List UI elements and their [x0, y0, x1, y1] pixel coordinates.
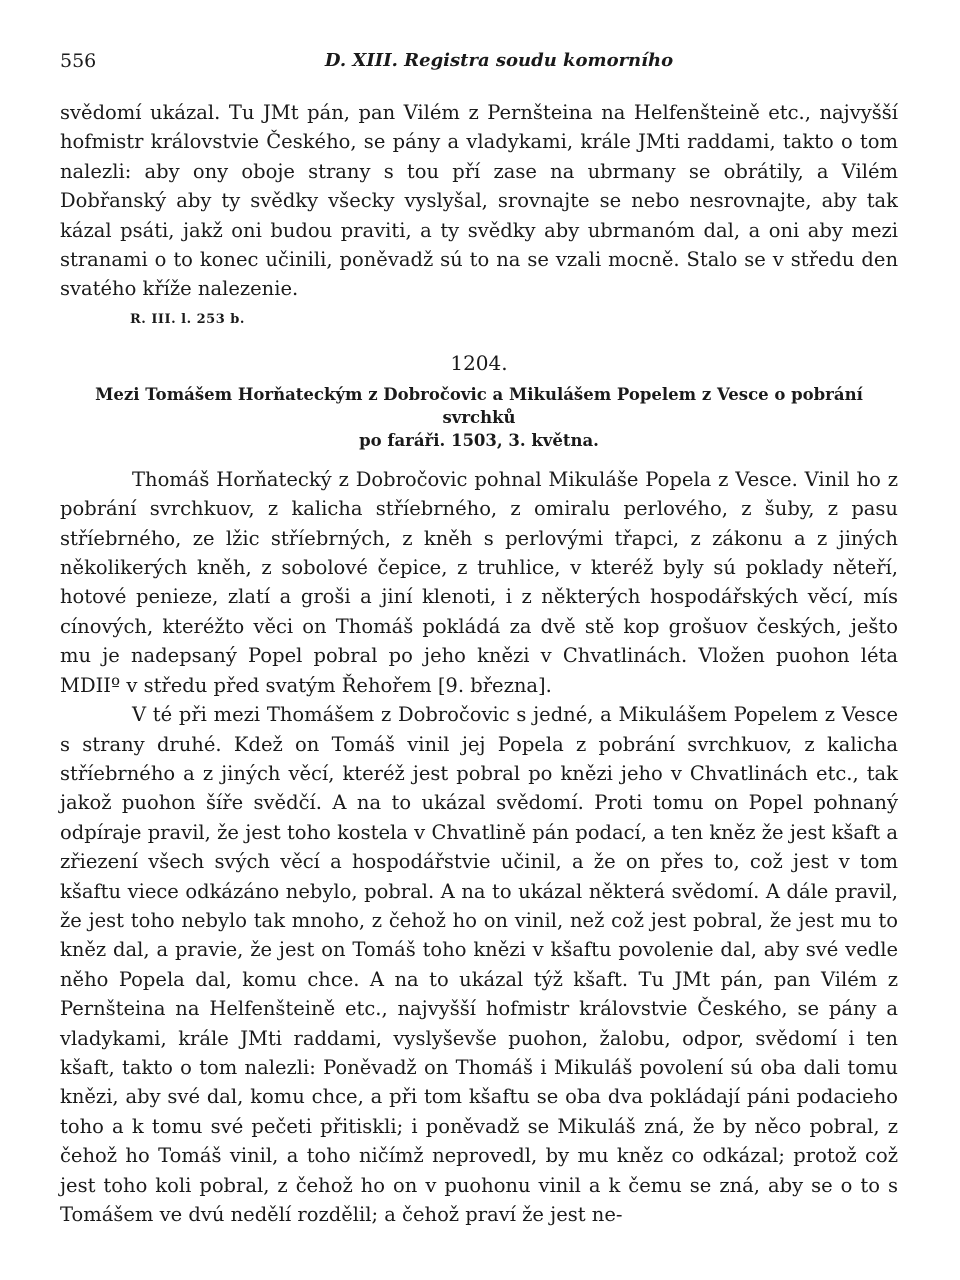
document-number: 1204. [450, 350, 508, 375]
page-number: 556 [60, 50, 97, 72]
document-heading [60, 383, 898, 452]
running-head [60, 50, 898, 74]
document-heading-line: Mezi Tomášem Horňateckým z Dobročovic a Mikulášem Popelem z Vesce o pobrání svrchků [95, 384, 863, 427]
document-paragraph: Thomáš Horňatecký z Dobročovic pohnal Mikuláše Popela z Vesce. Vinil ho z pobrání svrchkuov, z kalicha stříebrného, z omiralu perlového, z šuby, z pasu stříebrného, ze lžic stříebrných, z kněh s perlovými třapci, z zákonu a z jiných několikerých kněh, z sobolové čepice, z truhlice, v kteréž byly sú poklady něteří, hotové penieze, zlatí a groši a jiní klenoti, i z některých hospodářských věcí, mís cínových, kteréžto věci on Thomáš pokládá za dvě stě kop grošuov českých, ješto mu je nadepsaný Popel pobral po jeho knězi v Chvatlinách. Vložen puohon léta MDIIº v středu před svatým Řehořem [9. března]. [60, 467, 898, 697]
document-paragraph: V té při mezi Thomášem z Dobročovic s jedné, a Mikulášem Popelem z Vesce s strany druhé. Kdež on Tomáš vinil jej Popela z pobrání svrchkuov, z kalicha stříebrného a z jiných věcí, kteréž jest pobral po knězi jeho v Chvatlinách etc., tak jakož puohon šíře svědčí. A na to ukázal svědomí. Proti tomu on Popel pohnaný odpíraje pravil, že jest toho kostela v Chvatlině pán podací, a ten kněz že jest kšaft a zřiezení všech svých věcí a hospodářstvie učinil, a že on přes to, což jest v tom kšaftu viece odkázáno nebylo, pobral. A na to ukázal některá svědomí. A dále pravil, že jest toho nebylo tak mnoho, z čehož ho on vinil, než což jest pobral, že jest mu to kněz dal, a pravie, že jest on Tomáš toho knězi v kšaftu povolenie dal, aby své vedle něho Popela dal, komu chce. A na to ukázal týž kšaft. Tu JMt pán, pan Vilém z Pernšteina na Helfenšteině etc., najvyšší hofmistr královstvie Českého, se pány a vladykami, krále JMti raddami, vyslyševše puohon, žalobu, odpor, svědomí i ten kšaft, takto o tom nalezli: Poněvadž on Thomáš i Mikuláš povolení sú oba dali tomu knězi, aby své dal, komu chce, a při tom kšaftu se oba dva pokládají páni podacieho toho a k tomu své pečeti přitiskli; i poněvadž se Mikuláš zná, že by něco pobral, z čehož ho Tomáš vinil, a toho ničímž neprovedl, by mu kněz co odkázal; protož což jest toho koli pobral, z čehož ho on v puohonu vinil a k čemu se zná, aby se o to s Tomášem ve dvú nedělí rozdělil; a čehož praví že jest ne- [60, 703, 898, 1226]
continuation-paragraph: svědomí ukázal. Tu JMt pán, pan Vilém z Pernšteina na Helfenšteině etc., najvyšší hofmistr královstvie Českého, se pány a vladykami, krále JMti raddami, takto o tom nalezli: aby ony oboje strany s tou pří zase na ubrmany se obrátily, a Vilém Dobřanský aby ty svědky všecky vyslyšal, srovnajte se nebo nesrovnajte, aby tak kázal psáti, jakž oni budou praviti, a ty svědky aby ubrmanóm dal, a oni aby mezi stranami o to konec učinili, poněvadž sú to na se vzali mocně. Stalo se v středu den svatého kříže nalezenie. [60, 101, 898, 301]
running-title: D. XIII. Registra soudu komorního [324, 50, 674, 71]
source-reference: R. III. l. 253 b. [130, 311, 245, 327]
text-block [60, 98, 898, 1229]
document-heading-date: po faráři. 1503, 3. května. [359, 430, 599, 450]
